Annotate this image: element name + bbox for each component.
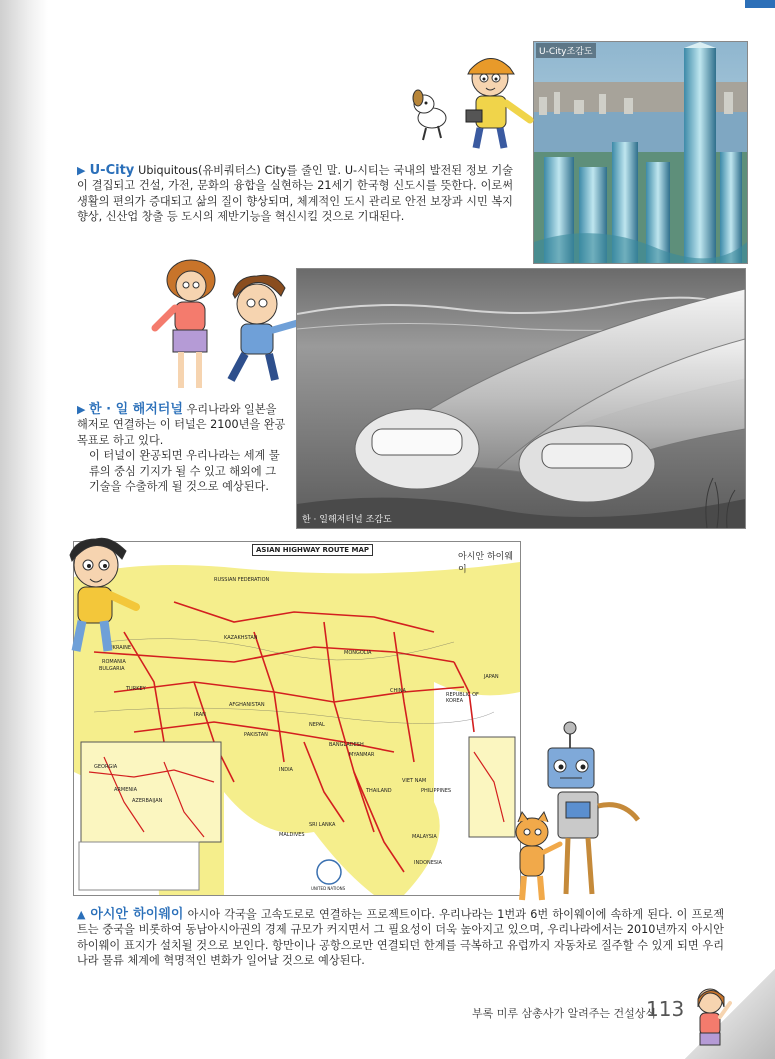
page-spine-shadow <box>0 0 48 1059</box>
map-place-philippines: PHILIPPINES <box>421 788 452 794</box>
map-place-vietnam: VIET NAM <box>402 778 427 784</box>
triangle-bullet-icon: ▶ <box>77 403 86 416</box>
map-place-un: UNITED NATIONS <box>311 886 346 891</box>
asian-highway-map-image <box>74 542 520 895</box>
ucity-photo-caption: U-City조감도 <box>536 43 596 58</box>
map-place-thailand: THAILAND <box>366 788 392 794</box>
tunnel-description-2: 이 터널이 완공되면 우리나라는 세계 물류의 중심 기지가 될 수 있고 해외에 그 기술을 수출하게 될 것으로 예상된다. <box>89 449 280 494</box>
ucity-photo <box>533 41 748 264</box>
map-label: 아시안 하이웨이 <box>458 552 514 575</box>
ucity-description: Ubiquitous(유비쿼터스) City를 줄인 말. U-시티는 국내의 발전된 정보 기술이 결집되고 건설, 가전, 문화의 융합을 실현하는 21세기 한국형 신도시를 뜻한다. 이로써 생활의 편의가 증대되고 삶의 질이 향상되며, 체계적인 도시 관리로 안전 보장과 시민 복지 향상, 신산업 창출 등 도시의 제반기능을 혁신시킬 것으로 기대된다. <box>77 164 513 224</box>
top-tab <box>745 0 775 8</box>
triangle-bullet-icon: ▶ <box>77 164 86 177</box>
map-place-turkey: TURKEY <box>126 686 146 692</box>
map-place-malaysia: MALAYSIA <box>412 834 437 840</box>
map-place-mongolia: MONGOLIA <box>344 650 372 656</box>
girl-and-boy-illustration <box>145 258 320 393</box>
undersea-tunnel-image <box>297 269 745 528</box>
girl-waving-illustration <box>692 985 732 1055</box>
tunnel-photo <box>296 268 746 529</box>
map-place-russia: RUSSIAN FEDERATION <box>214 577 270 583</box>
map-place-nepal: NEPAL <box>309 722 325 728</box>
footer-book-title: 부록 미루 삼총사가 알려주는 건설상식 <box>472 1007 657 1020</box>
map-place-azerbaijan: AZERBAIJAN <box>132 798 163 804</box>
tunnel-lead-term: 한 · 일 해저터널 <box>89 402 183 417</box>
map-place-ukraine: UKRAINE <box>109 645 132 651</box>
map-place-armenia: ARMENIA <box>114 787 138 793</box>
boy-leaning-illustration <box>60 535 140 655</box>
map-place-pakistan: PAKISTAN <box>244 732 268 738</box>
boy-with-dog-illustration <box>410 48 535 153</box>
map-place-korea: REPUBLIC OF KOREA <box>446 692 479 704</box>
map-place-bulgaria: BULGARIA <box>99 666 125 672</box>
map-place-japan: JAPAN <box>484 674 499 680</box>
asian-highway-map <box>73 541 521 896</box>
map-place-iran: IRAN <box>194 712 206 718</box>
highway-lead-term: 아시안 하이웨이 <box>90 907 184 922</box>
page-number: 113 <box>646 997 685 1021</box>
tunnel-description-1: 우리나라와 일본을 해저로 연결하는 이 터널은 2100년을 완공 목표로 하고 있다. <box>77 403 286 447</box>
tunnel-photo-caption: 한 · 일해저터널 조감도 <box>302 515 392 525</box>
map-place-indonesia: INDONESIA <box>414 860 442 866</box>
map-place-bangladesh: BANGLADESH <box>329 742 364 748</box>
highway-description: 아시아 각국을 고속도로로 연결하는 프로젝트이다. 우리나라는 1번과 6번 하이웨이에 속하게 된다. 이 프로젝트는 중국을 비롯하여 동남아시아권의 경제 규모가 커지면서 그 필요성이 더욱 높아지고 있으며, 우리나라에서는 2010년까지 아시안 하이웨이 표지가 설치될 것으로 보인다. 항만이나 공항으로만 연결되던 한계를 극복하고 유럽까지 자동차로 질주할 수 있게 되면 우리나라 물류 체계에 혁명적인 변화가 일어날 것으로 예상된다. <box>77 908 725 968</box>
map-place-srilanka: SRI LANKA <box>309 822 336 828</box>
ucity-skyline-image <box>534 42 747 263</box>
ucity-lead-term: U-City <box>89 163 135 178</box>
map-place-romania: ROMANIA <box>102 659 126 665</box>
map-place-china: CHINA <box>390 688 406 694</box>
highway-paragraph <box>77 907 724 969</box>
map-place-georgia: GEORGIA <box>94 764 118 770</box>
map-place-kazakhstan: KAZAKHSTAN <box>224 635 258 641</box>
map-place-afghanistan: AFGHANISTAN <box>229 702 265 708</box>
triangle-bullet-icon: ▲ <box>77 908 87 921</box>
robot-and-cat-illustration <box>508 720 658 905</box>
map-place-india: INDIA <box>279 767 293 773</box>
tunnel-paragraph <box>77 402 287 494</box>
ucity-paragraph <box>77 163 513 225</box>
map-place-maldives: MALDIVES <box>279 832 305 838</box>
map-title: ASIAN HIGHWAY ROUTE MAP <box>252 544 373 556</box>
map-place-myanmar: MYANMAR <box>349 752 375 758</box>
